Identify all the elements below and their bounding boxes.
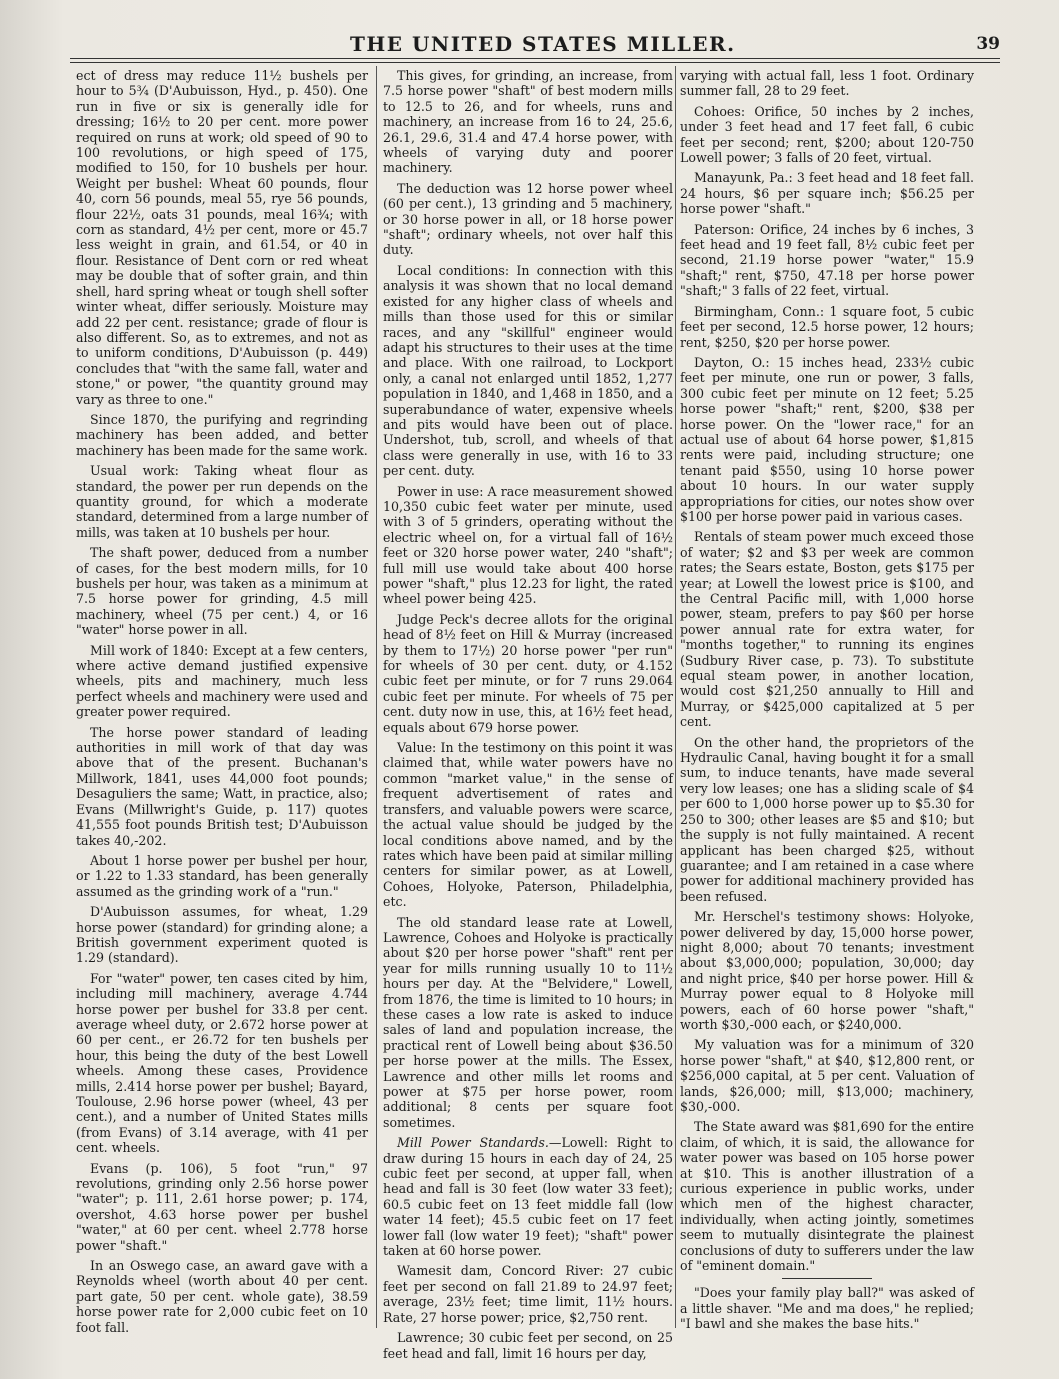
paragraph (76, 904, 368, 966)
paragraph (680, 68, 974, 99)
paragraph (76, 1258, 368, 1335)
paragraph-text: Value: In the testimony on this point it was claimed that, while water powers have no common "market value," in the sense of frequent advertisement of rates and transfers, and valuable powers were scarce, the actual value should be judged by the local conditions above named, and by the rates which have been paid at similar milling centers for similar power, as at Lowell, Cohoes, Holyoke, Paterson, Philadelphia, etc. (383, 740, 673, 910)
paragraph-text: The old standard lease rate at Lowell, Lawrence, Cohoes and Holyoke is practically about $20 per horse power "shaft" rent per year for mills running usually 10 to 11½ hours per day. At the "Belvidere," Lowell, from 1876, the time is limited to 10 hours; in these cases a low rate is asked to induce sales of land and population increase, the practical rent of Lowell being about $36.50 per horse power at the mills. The Essex, Lawrence and other mills let rooms and power at $75 per horse power, room additional; 8 cents per square foot sometimes. (383, 914, 673, 1130)
paragraph (76, 463, 368, 540)
paragraph (383, 612, 673, 735)
paragraph-text: "Does your family play ball?" was asked of a little shaver. "Me and ma does," he replied; "I bawl and she makes the base hits." (680, 1285, 974, 1332)
paragraph-text: varying with actual fall, less 1 foot. Ordinary summer fall, 28 to 29 feet. (680, 68, 974, 99)
paragraph (383, 915, 673, 1131)
paragraph (76, 545, 368, 637)
paragraph (680, 529, 974, 729)
paragraph (680, 1037, 974, 1114)
paragraph-text: Mill work of 1840: Except at a few centers, where active demand justified expensive wheels, pits and machinery, much less perfect wheels and machinery were used and greater power required. (76, 642, 368, 720)
paragraph-text: Lawrence; 30 cubic feet per second, on 25 feet head and fall, limit 16 hours per day, (383, 1330, 673, 1361)
paragraph (680, 355, 974, 524)
paragraph-text: Manayunk, Pa.: 3 feet head and 18 feet fall. 24 hours, $6 per square inch; $56.25 per horse power "shaft." (680, 170, 974, 217)
paragraph-text: In an Oswego case, an award gave with a Reynolds wheel (worth about 40 per cent. part gate, 50 per cent. whole gate), 38.59 horse power rate for 2,000 cubic feet on 10 foot fall. (76, 1258, 368, 1335)
paragraph (383, 1263, 673, 1325)
paragraph-text: Paterson: Orifice, 24 inches by 6 inches, 3 feet head and 19 feet fall, 8½ cubic feet per second, 21.19 horse power "water," 15.9 "shaft;" rent, $750, 47.18 per horse power "shaft;" 3 falls of 22 feet, virtual. (680, 221, 974, 299)
paragraph (76, 725, 368, 848)
paragraph (76, 68, 368, 407)
paragraph (76, 853, 368, 899)
paragraph (383, 1135, 673, 1258)
publication-title: THE UNITED STATES MILLER. (350, 32, 736, 56)
paragraph-text: Mr. Herschel's testimony shows: Holyoke, power delivered by day, 15,000 horse power, night 8,000; about 70 tenants; investment about $3,000,000; population, 30,000; day and night price, $40 per horse power. Hill & Murray power equal to 8 Holyoke mill powers, each of 60 horse power "shaft," worth $30,-000 each, or $240,000. (680, 909, 974, 1032)
paragraph-text: ect of dress may reduce 11½ bushels per hour to 5¾ (D'Aubuisson, Hyd., p. 450). One run in five or six is generally idle for dressing; 16½ to 20 per cent. more power required on runs at work; old speed of 90 to 100 revolutions, or high speed of 175, modified to 150, for 10 bushels per hour. Weight per bushel: Wheat 60 pounds, flour 40, corn 56 pounds, meal 55, rye 56 pounds, flour 22½, oats 31 pounds, meal 16¾; with corn as standard, 4½ per cent, more or 45.7 less weight in grain, and 61.54, or 40 in flour. Resistance of Dent corn or red wheat may be double that of softer grain, and thin shell, hard spring wheat or tough shell softer winter wheat, differ seriously. Moisture may add 22 per cent. resistance; grade of flour is also different. So, as to extremes, and not as to uniform conditions, D'Aubuisson (p. 449) concludes that "with the same fall, water and stone," or power, "the quantity ground may vary as three to one." (76, 68, 368, 407)
paragraph (680, 222, 974, 299)
paragraph-text: The shaft power, deduced from a number of cases, for the best modern mills, for 10 bushels per hour, was taken as a minimum at 7.5 horse power for grinding, 4.5 mill machinery, wheel (75 per cent.) 4, or 16 "water" horse power in all. (76, 545, 368, 638)
paragraph-text: Since 1870, the purifying and regrinding machinery has been added, and better machinery has been made for the same work. (76, 411, 368, 458)
paragraph-text: Rentals of steam power much exceed those of water; $2 and $3 per week are common rates; the Sears estate, Boston, gets $175 per year; at Lowell the lowest price is $100, and the Central Pacific mill, with 1,000 horse power, steam, prefers to pay $60 per horse power annual rate for extra water, for "months together," to running its engines (Sudbury River case, p. 73). To substitute equal steam power, in another location, would cost $21,250 annually to Hill and Murray, or $425,000 capitalized at 5 per cent. (680, 529, 974, 730)
paragraph (383, 263, 673, 479)
paragraph-text: Power in use: A race measurement showed 10,350 cubic feet water per minute, used with 3 of 5 grinders, operating without the electric wheel on, for a virtual fall of 16½ feet or 320 horse power water, 240 "shaft"; full mill use would take about 400 horse power "shaft," plus 12.23 for light, the rated wheel power being 425. (383, 483, 673, 607)
article-separator (782, 1278, 872, 1279)
paragraph-text: The State award was $81,690 for the entire claim, of which, it is said, the allowance for water power was based on 105 horse power at $10. This is another illustration of a curious experience in public works, under which men of the highest character, individually, when acting jointly, sometimes seem to mutually disintegrate the plainest conclusions of duty to sufferers under the law of "eminent domain." (680, 1119, 974, 1274)
paragraph-text: My valuation was for a minimum of 320 horse power "shaft," at $40, $12,800 rent, or $256,000 capital, at 5 per cent. Valuation of lands, $26,000; mill, $13,000; machinery, $30,-000. (680, 1037, 974, 1114)
paragraph (680, 304, 974, 350)
paragraph (383, 68, 673, 176)
paragraph (680, 104, 974, 166)
page-number: 39 (976, 34, 1000, 54)
column-3 (680, 68, 974, 1330)
paragraph-text: Dayton, O.: 15 inches head, 233½ cubic feet per minute, one run or power, 3 falls, 300 cubic feet per minute on 12 feet; 5.25 horse power "shaft;" rent, $200, $38 per horse power. On the "lower race," for an actual use of about 64 horse power, $1,815 rents were paid, including structure; one tenant paid $550, using 10 horse power about 10 hours. In our water supply appropriations for cities, our notes show over $100 per horse power paid in various cases. (680, 354, 974, 524)
paragraph-text: Evans (p. 106), 5 foot "run," 97 revolutions, grinding only 2.56 horse power "water"; p. 111, 2.61 horse power; p. 174, overshot, 4.63 horse power per bushel "water," at 60 per cent. wheel 2.778 horse power "shaft." (76, 1160, 368, 1253)
paragraph-text: Local conditions: In connection with this analysis it was shown that no local demand existed for any higher class of wheels and mills than those used for this or similar races, and any "skillful" engineer would adapt his structures to their uses at the time and place. With one railroad, to Lockport only, a canal not enlarged until 1852, 1,277 population in 1840, and 1,468 in 1850, and a superabundance of water, expensive wheels and pits would have been out of place. Undershot, tub, scroll, and wheels of that class were generally in use, with 16 to 33 per cent. duty. (383, 262, 673, 479)
paragraph (383, 1330, 673, 1361)
paragraph (680, 909, 974, 1032)
paragraph (680, 170, 974, 216)
page-header (70, 28, 1000, 56)
paragraph-text: Wamesit dam, Concord River: 27 cubic feet per second on fall 21.89 to 24.97 feet; average, 23½ feet; time limit, 11½ hours. Rate, 27 horse power; price, $2,750 rent. (383, 1263, 673, 1325)
paragraph (76, 412, 368, 458)
paragraph-text: Usual work: Taking wheat flour as standard, the power per run depends on the quantity ground, for which a moderate standard, determined from a large number of mills, was taken at 10 bushels per hour. (76, 463, 368, 540)
paragraph (383, 740, 673, 909)
paragraph (383, 484, 673, 607)
paragraph-text: Birmingham, Conn.: 1 square foot, 5 cubic feet per second, 12.5 horse power, 12 hours; rent, $250, $20 per horse power. (680, 303, 974, 350)
column-divider (376, 66, 377, 1328)
column-1 (76, 68, 368, 1335)
paragraph (680, 1285, 974, 1331)
paragraph (680, 735, 974, 904)
paragraph (76, 1161, 368, 1253)
paragraph (383, 181, 673, 258)
column-2 (383, 68, 673, 1361)
header-rule (70, 62, 1000, 63)
column-divider (675, 66, 676, 1328)
paragraph-text: The deduction was 12 horse power wheel (60 per cent.), 13 grinding and 5 machinery, or 30 horse power in all, or 18 horse power "shaft"; ordinary wheels, not over half this duty. (383, 180, 673, 258)
paragraph-text: D'Aubuisson assumes, for wheat, 1.29 horse power (standard) for grinding alone; a British government experiment quoted is 1.29 (standard). (76, 904, 368, 966)
paragraph-text: The horse power standard of leading authorities in mill work of that day was above that of the present. Buchanan's Millwork, 1841, uses 44,000 foot pounds; Desaguliers the same; Watt, in practice, also; Evans (Millwright's Guide, p. 117) quotes 41,555 foot pounds British test; D'Aubuisson takes 40,-202. (76, 724, 368, 848)
paragraph-text: Cohoes: Orifice, 50 inches by 2 inches, under 3 feet head and 17 feet fall, 6 cubic feet per second; rent, $200; about 120-750 Lowell power; 3 falls of 20 feet, virtual. (680, 103, 974, 166)
paragraph (76, 971, 368, 1156)
paragraph-text: About 1 horse power per bushel per hour, or 1.22 to 1.33 standard, has been generally assumed as the grinding work of a "run." (76, 852, 368, 899)
paragraph-text: For "water" power, ten cases cited by him, including mill machinery, average 4.744 horse power per bushel for 33.8 per cent. average wheel duty, or 2.672 horse power at 60 per cent., er 26.72 for ten bushels per hour, this being the duty of the best Lowell wheels. Among these cases, Providence mills, 2.414 horse power per bushel; Bayard, Toulouse, 2.96 horse power (wheel, 43 per cent.), and a number of United States mills (from Evans) of 3.14 average, with 41 per cent. wheels. (76, 970, 368, 1156)
paragraph (680, 1119, 974, 1273)
paragraph (76, 643, 368, 720)
paragraph-text: —Lowell: Right to draw during 15 hours in each day of 24, 25 cubic feet per second, at upper fall, when head and fall is 30 feet (low water 33 feet); 60.5 cubic feet on 13 feet middle fall (low water 14 feet); 45.5 cubic feet on 17 feet lower fall (low water 19 feet); "shaft" power taken at 60 horse power. (383, 1135, 673, 1259)
paragraph-text: This gives, for grinding, an increase, from 7.5 horse power "shaft" of best modern mills to 12.5 to 26, and for wheels, runs and machinery, an increase from 16 to 24, 25.6, 26.1, 29.6, 31.4 and 47.4 horse power, with wheels of varying duty and poorer machinery. (383, 68, 673, 176)
paragraph-text: Judge Peck's decree allots for the original head of 8½ feet on Hill & Murray (increased by them to 17½) 20 horse power "per run" for wheels of 30 per cent. duty, or 4.152 cubic feet per minute, or for 7 runs 29.064 cubic feet per minute. For wheels of 75 per cent. duty now in use, this, at 16½ feet head, equals about 679 horse power. (383, 611, 673, 735)
paragraph-lead: Mill Power Standards. (397, 1135, 549, 1151)
header-rule (70, 58, 1000, 59)
paragraph-text: On the other hand, the proprietors of the Hydraulic Canal, having bought it for a small sum, to induce tenants, have made several very low leases; one has a sliding scale of $4 per 600 to 1,000 horse power up to $5.30 for 250 to 300; other leases are $5 and $10; but the supply is not fully maintained. A recent applicant has been charged $25, without guarantee; and I am retained in a case where power for additional machinery provided has been refused. (680, 734, 974, 904)
